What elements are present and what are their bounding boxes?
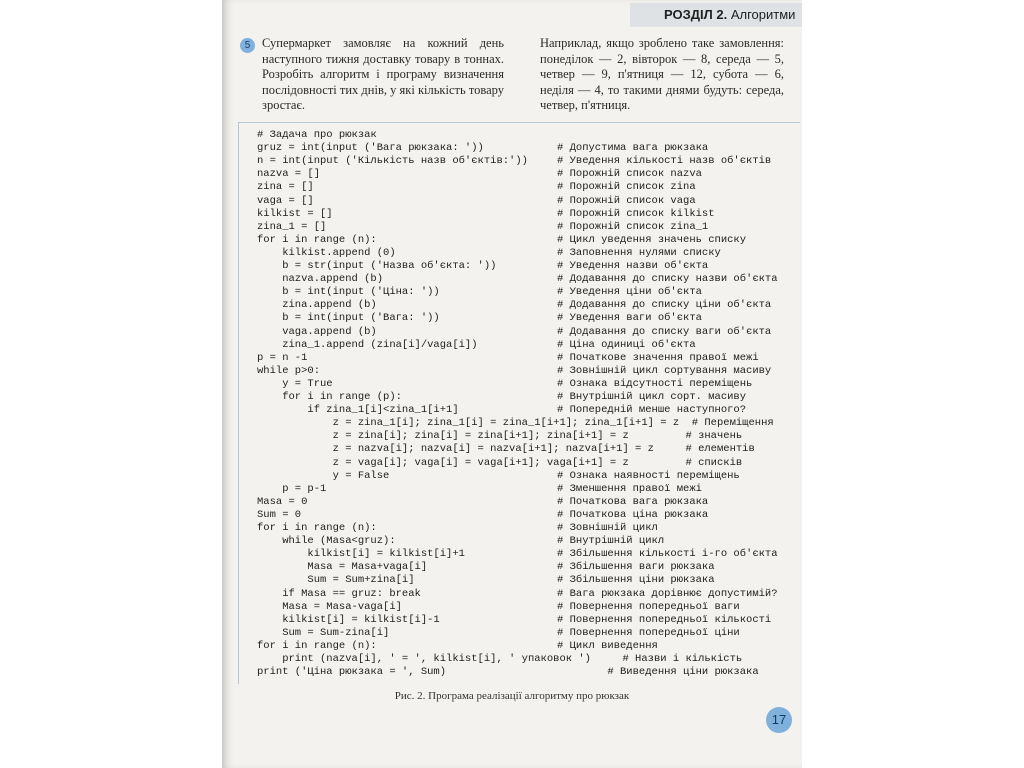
code-comment: # Заповнення нулями списку [557, 246, 721, 259]
code-line: Masa = Masa-vaga[i] [257, 600, 402, 613]
code-comment: # Порожній список vaga [557, 194, 696, 207]
code-line: Sum = Sum+zina[i] [257, 574, 415, 587]
code-comment: # Цикл уведення значень списку [557, 233, 747, 246]
code-line: for i in range (p): [257, 391, 402, 403]
code-comment: # Уведення кількості назв об'єктів [557, 155, 772, 168]
code-comment: # Повернення попередньої ціни [557, 626, 740, 639]
code-comment: # Додавання до списку ціни об'єкта [557, 299, 772, 312]
code-line: while (Masa<gruz): [257, 535, 396, 548]
code-comment: # Збільшення кількості і-го об'єкта [557, 548, 778, 561]
code-line: p = p-1 [257, 482, 327, 495]
figure-caption: Рис. 2. Програма реалізації алгоритму про рюкзак [394, 690, 630, 702]
code-comment: # Додавання до списку назви об'єкта [557, 273, 778, 286]
code-line: z = nazva[i]; nazva[i] = nazva[i+1]; nazva[i+1] = z # елементів [257, 443, 755, 456]
code-line: Masa = 0 [257, 495, 308, 508]
code-comment: # Збільшення ціни рюкзака [557, 574, 715, 587]
code-line: print ('Ціна рюкзака = ', Sum) [257, 666, 447, 679]
code-line: kilkist[i] = kilkist[i]-1 [257, 613, 440, 626]
code-comment: # Уведення назви об'єкта [557, 260, 709, 272]
code-line: for i in range (n): [257, 639, 377, 652]
code-comment: # Попередній менше наступного? [557, 404, 747, 417]
code-line: # Задача про рюкзак [257, 129, 377, 141]
code-line: zina.append (b) [257, 299, 377, 312]
code-line: z = zina_1[i]; zina_1[i] = zina_1[i+1]; zina_1[i+1] = z # Переміщення [257, 417, 774, 430]
section-label: РОЗДІЛ 2. [664, 7, 728, 22]
code-line: nazva.append (b) [257, 273, 384, 286]
code-comment: # Повернення попередньої кількості [557, 613, 772, 626]
task-number-badge: 5 [240, 38, 255, 53]
code-comment: # Початкове значення правої межі [557, 351, 759, 364]
code-comment: # Виведення ціни рюкзака [557, 666, 759, 679]
code-comment: # Цикл виведення [557, 639, 658, 652]
code-comment: # Збільшення ваги рюкзака [557, 561, 715, 574]
section-title: Алгоритми [730, 7, 796, 22]
page-number-badge: 17 [766, 707, 792, 733]
code-comment: # Порожній список zina [557, 181, 696, 194]
code-comment: # Допустима вага рюкзака [557, 142, 709, 155]
code-comment: # Додавання до списку ваги об'єкта [557, 325, 772, 338]
code-line: kilkist[i] = kilkist[i]+1 [257, 548, 465, 561]
code-line: n = int(input ('Кількість назв об'єктів:')) [257, 155, 528, 168]
code-comment: # Початкова ціна рюкзака [557, 508, 709, 521]
code-comment: # Зменшення правої межі [557, 482, 702, 495]
code-comment: # Повернення попередньої ваги [557, 600, 740, 613]
code-comment: # Початкова вага рюкзака [557, 495, 709, 508]
code-line: z = vaga[i]; vaga[i] = vaga[i+1]; vaga[i+1] = z # списків [257, 456, 743, 469]
code-line: for i in range (n): [257, 233, 377, 246]
code-line: vaga.append (b) [257, 325, 377, 338]
code-comment: # Внутрішній цикл сорт. масиву [557, 391, 747, 403]
code-line: Sum = Sum-zina[i] [257, 626, 390, 639]
code-comment: # Уведення ваги об'єкта [557, 312, 702, 325]
code-comment: # Ознака відсутності переміщень [557, 377, 753, 390]
code-line: for i in range (n): [257, 522, 377, 534]
code-line: zina_1.append (zina[i]/vaga[i]) [257, 338, 478, 351]
code-line: b = int(input ('Вага: ')) [257, 312, 440, 325]
code-line: kilkist.append (0) [257, 246, 396, 259]
task-example: Наприклад, якщо зроблено таке замовлення: понеділок — 2, вівторок — 8, середа — 5, четвер — 9, п'ятниця — 12, субота — 6, неділя — 4, то такими днями будуть: середа, четвер, п'ятниця. [540, 36, 784, 112]
code-comment: # Порожній список kilkist [557, 207, 715, 220]
code-line: kilkist = [] [257, 207, 333, 220]
code-line: zina_1 = [] [257, 220, 327, 233]
code-line: y = False [257, 469, 390, 482]
code-line: b = str(input ('Назва об'єкта: ')) [257, 260, 497, 272]
code-line: p = n -1 [257, 351, 308, 364]
code-comment: # Уведення ціни об'єкта [557, 286, 702, 299]
code-comment: # Зовнішній цикл [557, 522, 658, 534]
code-comment: # Ціна одиниці об'єкта [557, 338, 696, 351]
code-line: print (nazva[i], ' = ', kilkist[i], ' упаковок ') # Назви і кількість [257, 653, 743, 665]
code-line: if zina_1[i]<zina_1[i+1] [257, 404, 459, 417]
code-line: Sum = 0 [257, 508, 302, 521]
code-line: if Masa == gruz: break [257, 587, 421, 600]
task-statement: Супермаркет замовляє на кожний день наступного тижня доставку товару в тоннах. Розробіть алгоритм і програму визначення послідовності тих днів, у які кількість товару зростає. [262, 36, 504, 112]
code-comment: # Вага рюкзака дорівнює допустимій? [557, 587, 778, 600]
code-line: gruz = int(input ('Вага рюкзака: ')) [257, 142, 484, 155]
code-line: zina = [] [257, 181, 314, 194]
section-header [630, 3, 802, 27]
code-comment: # Порожній список nazva [557, 168, 702, 181]
code-line: y = True [257, 377, 333, 390]
code-line: while p>0: [257, 364, 321, 377]
code-comment: # Зовнішній цикл сортування масиву [557, 364, 772, 377]
code-line: z = zina[i]; zina[i] = zina[i+1]; zina[i+1] = z # значень [257, 430, 743, 443]
code-comment: # Порожній список zina_1 [557, 220, 709, 233]
code-line: b = int(input ('Ціна: ')) [257, 286, 440, 299]
code-line: Masa = Masa+vaga[i] [257, 561, 428, 574]
code-line: nazva = [] [257, 168, 321, 181]
code-comment: # Внутрішній цикл [557, 535, 665, 548]
code-line: vaga = [] [257, 194, 314, 207]
code-comment: # Ознака наявності переміщень [557, 469, 740, 482]
